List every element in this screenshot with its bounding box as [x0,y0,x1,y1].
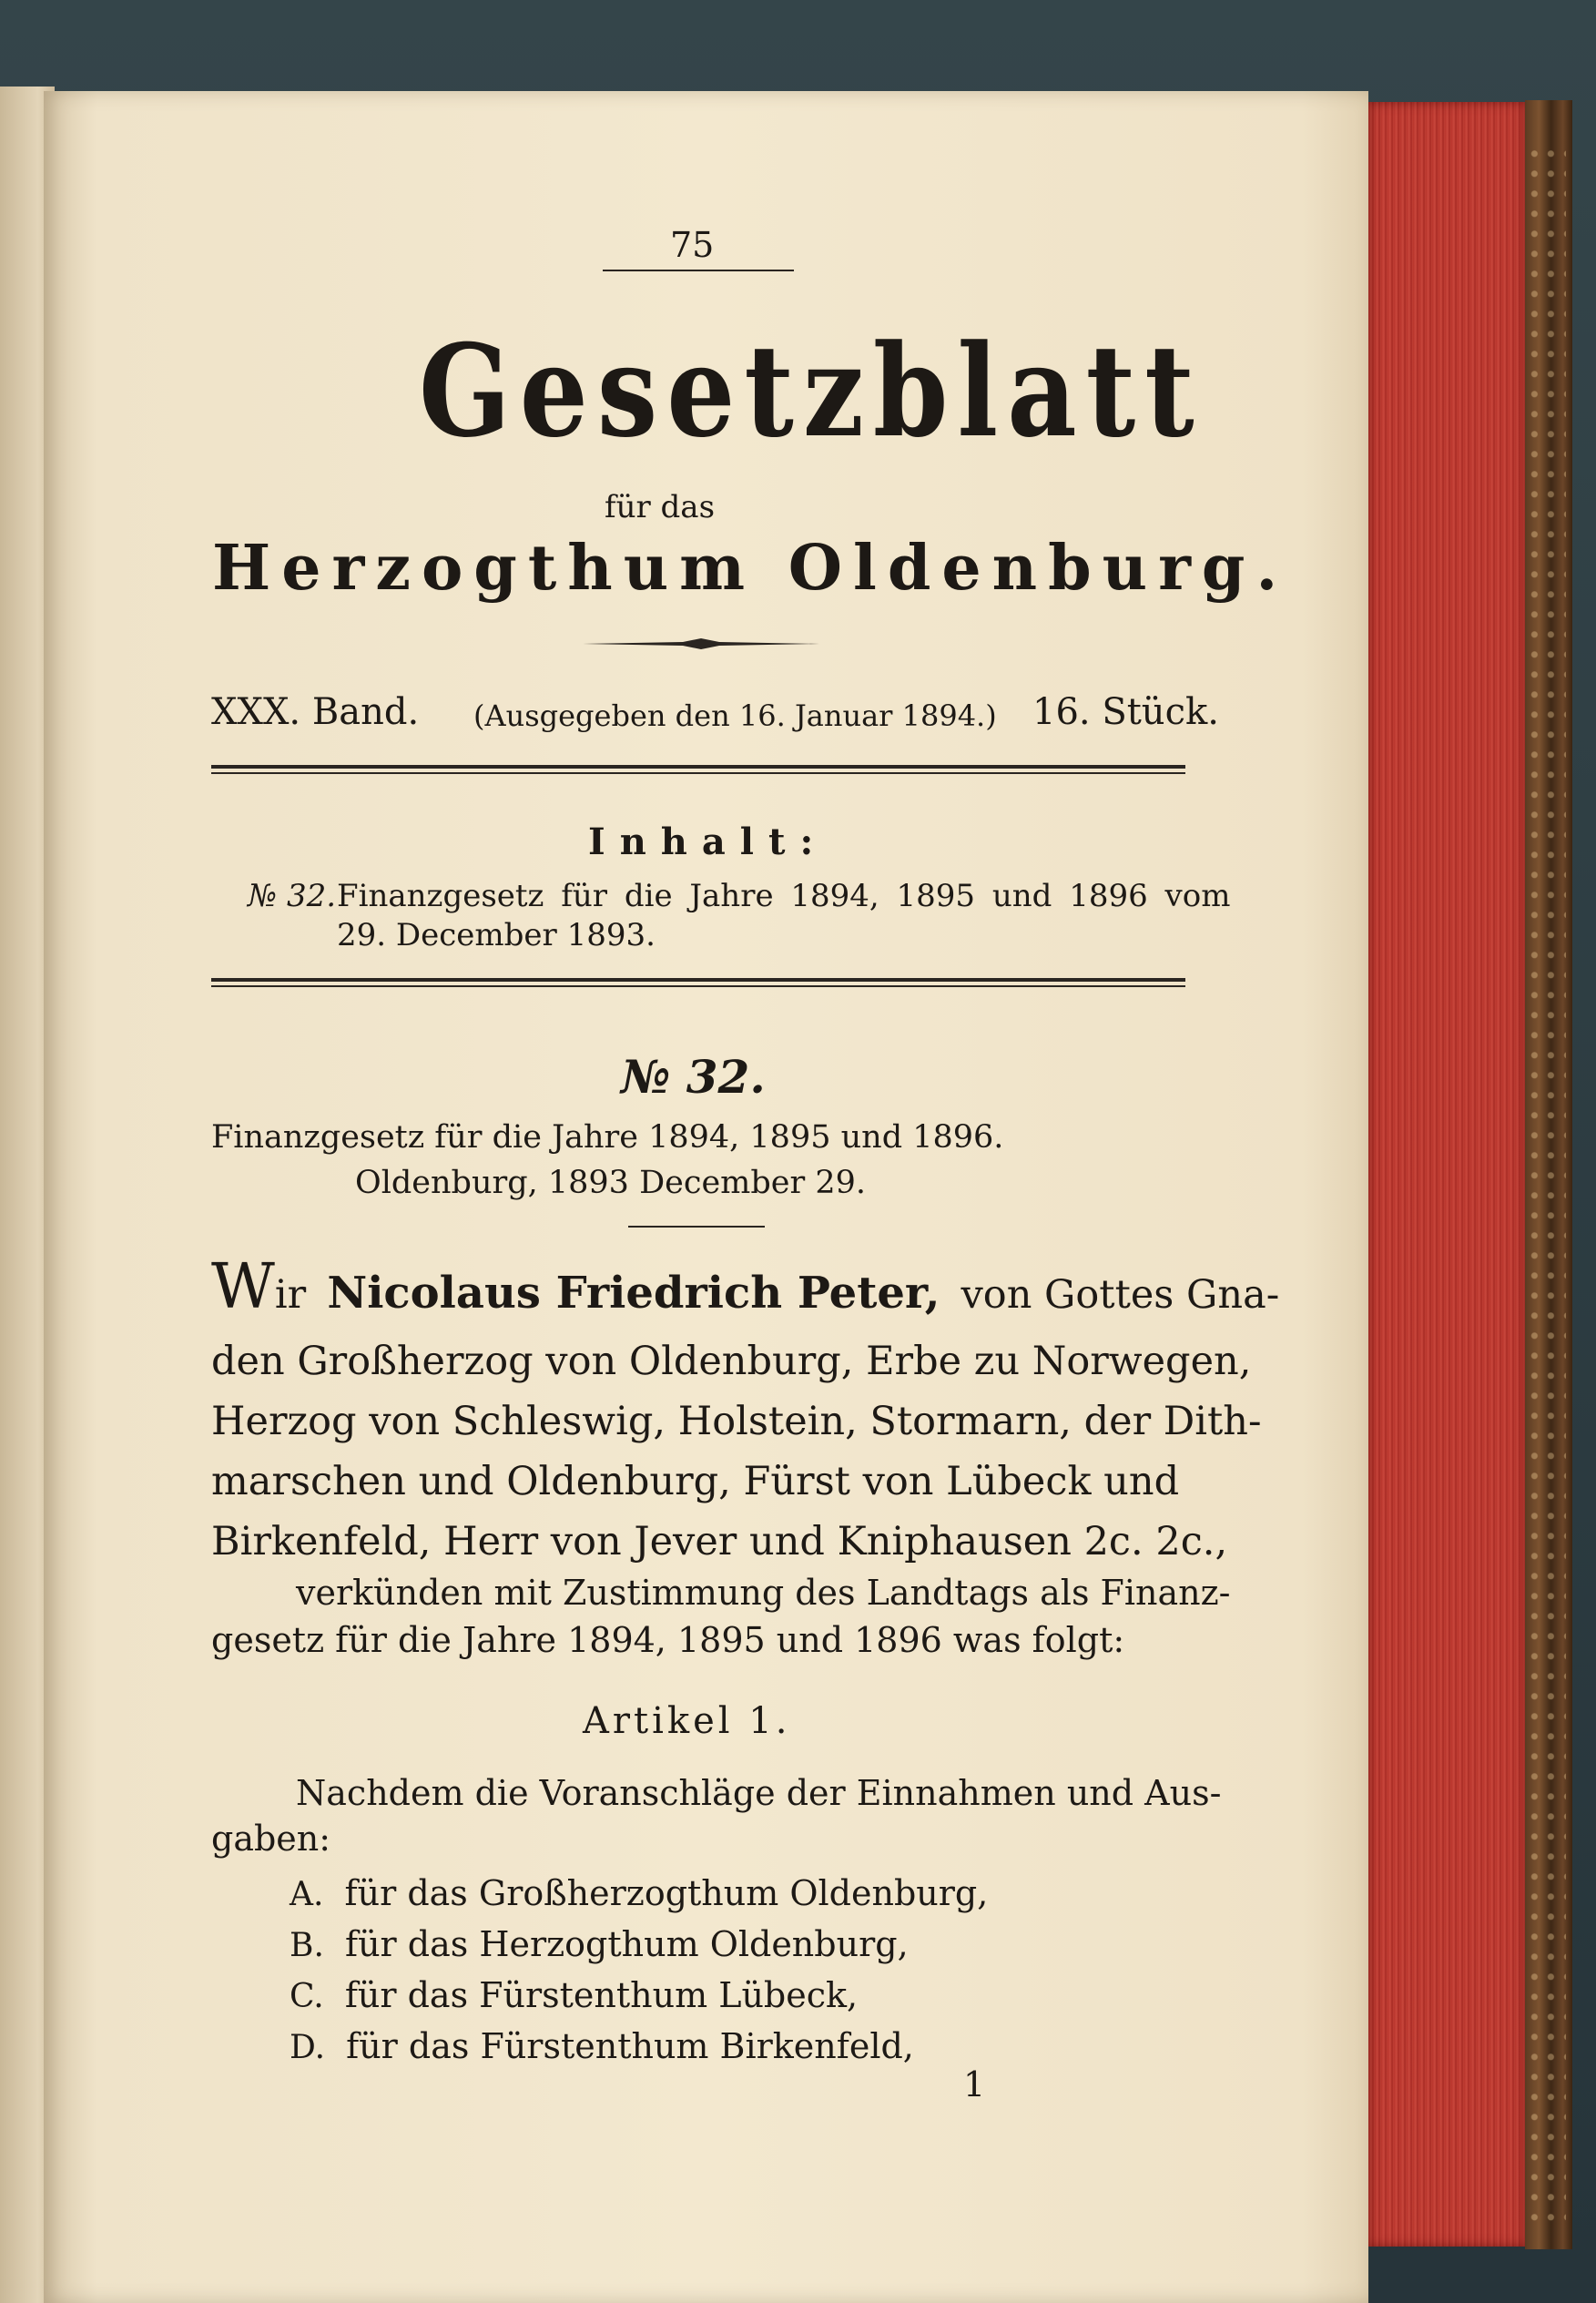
preamble-line-5: Birkenfeld, Herr von Jever und Kniphausen 2c. 2c., [211,1519,1228,1564]
law-number: № 32. [621,1050,766,1104]
preamble-line-4: marschen und Oldenburg, Fürst von Lübeck und [211,1459,1180,1504]
preamble-line-6: verkünden mit Zustimmung des Landtags als Finanz- [296,1573,1231,1613]
page-number: 75 [670,225,715,265]
preamble-line-1 [211,1251,1280,1323]
issue-date: (Ausgegeben den 16. Januar 1894.) [473,698,997,733]
list-item-letter: D. [290,2029,326,2066]
piece-number: 16. Stück. [1032,691,1219,733]
preamble-line-7: gesetz für die Jahre 1894, 1895 und 1896 was folgt: [211,1620,1125,1660]
sheet-signature-number: 1 [963,2064,986,2104]
binding-texture [1530,146,1566,2222]
list-item-text: für das Großherzogthum Oldenburg, [344,1873,989,1913]
double-rule-bottom-b [211,985,1185,987]
double-rule-bottom-a [211,978,1185,982]
article-line-2: gaben: [211,1819,331,1859]
list-item [290,1975,859,2015]
article-heading: Artikel 1. [583,1700,791,1742]
list-item-letter: C. [290,1978,324,2015]
masthead-subtitle: für das [605,489,716,525]
contents-heading: Inhalt: [588,820,828,863]
masthead-territory: Herzogthum Oldenburg. [212,532,1289,605]
red-page-edges [1368,102,1525,2247]
preamble-word-wir: ir [274,1272,307,1318]
ruler-name: Nicolaus Friedrich Peter, [327,1268,940,1319]
list-item [290,1873,989,1913]
list-item-letter: A. [290,1876,324,1913]
toc-entry-line1: Finanzgesetz für die Jahre 1894, 1895 und 1896 vom [337,878,1231,914]
page-number-rule [603,270,794,271]
list-item [290,2026,914,2066]
list-item-letter: B. [290,1927,324,1964]
preamble-line-2: den Großherzog von Oldenburg, Erbe zu Norwegen, [211,1339,1252,1384]
preamble-line1-end: von Gottes Gna- [961,1272,1280,1318]
masthead-title: Gesetzblatt [419,316,1204,466]
law-title: Finanzgesetz für die Jahre 1894, 1895 und 1896. [211,1119,1004,1156]
list-item-text: für das Fürstenthum Lübeck, [344,1975,859,2015]
volume-label: XXX. Band. [211,691,420,733]
drop-initial: W [211,1251,275,1323]
list-item-text: für das Fürstenthum Birkenfeld, [346,2026,914,2066]
toc-entry-line2: 29. December 1893. [337,917,656,953]
preamble-line-3: Herzog von Schleswig, Holstein, Stormarn, der Dith- [211,1399,1262,1444]
ornament-rule [583,637,819,650]
double-rule-top-b [211,772,1185,774]
list-item [290,1924,909,1964]
law-header-rule [628,1226,765,1228]
article-line-1: Nachdem die Voranschläge der Einnahmen und Aus- [296,1773,1222,1813]
list-item-text: für das Herzogthum Oldenburg, [345,1924,909,1964]
law-place-date: Oldenburg, 1893 December 29. [355,1165,866,1201]
double-rule-top-a [211,765,1185,769]
toc-number: № 32. [248,878,337,914]
